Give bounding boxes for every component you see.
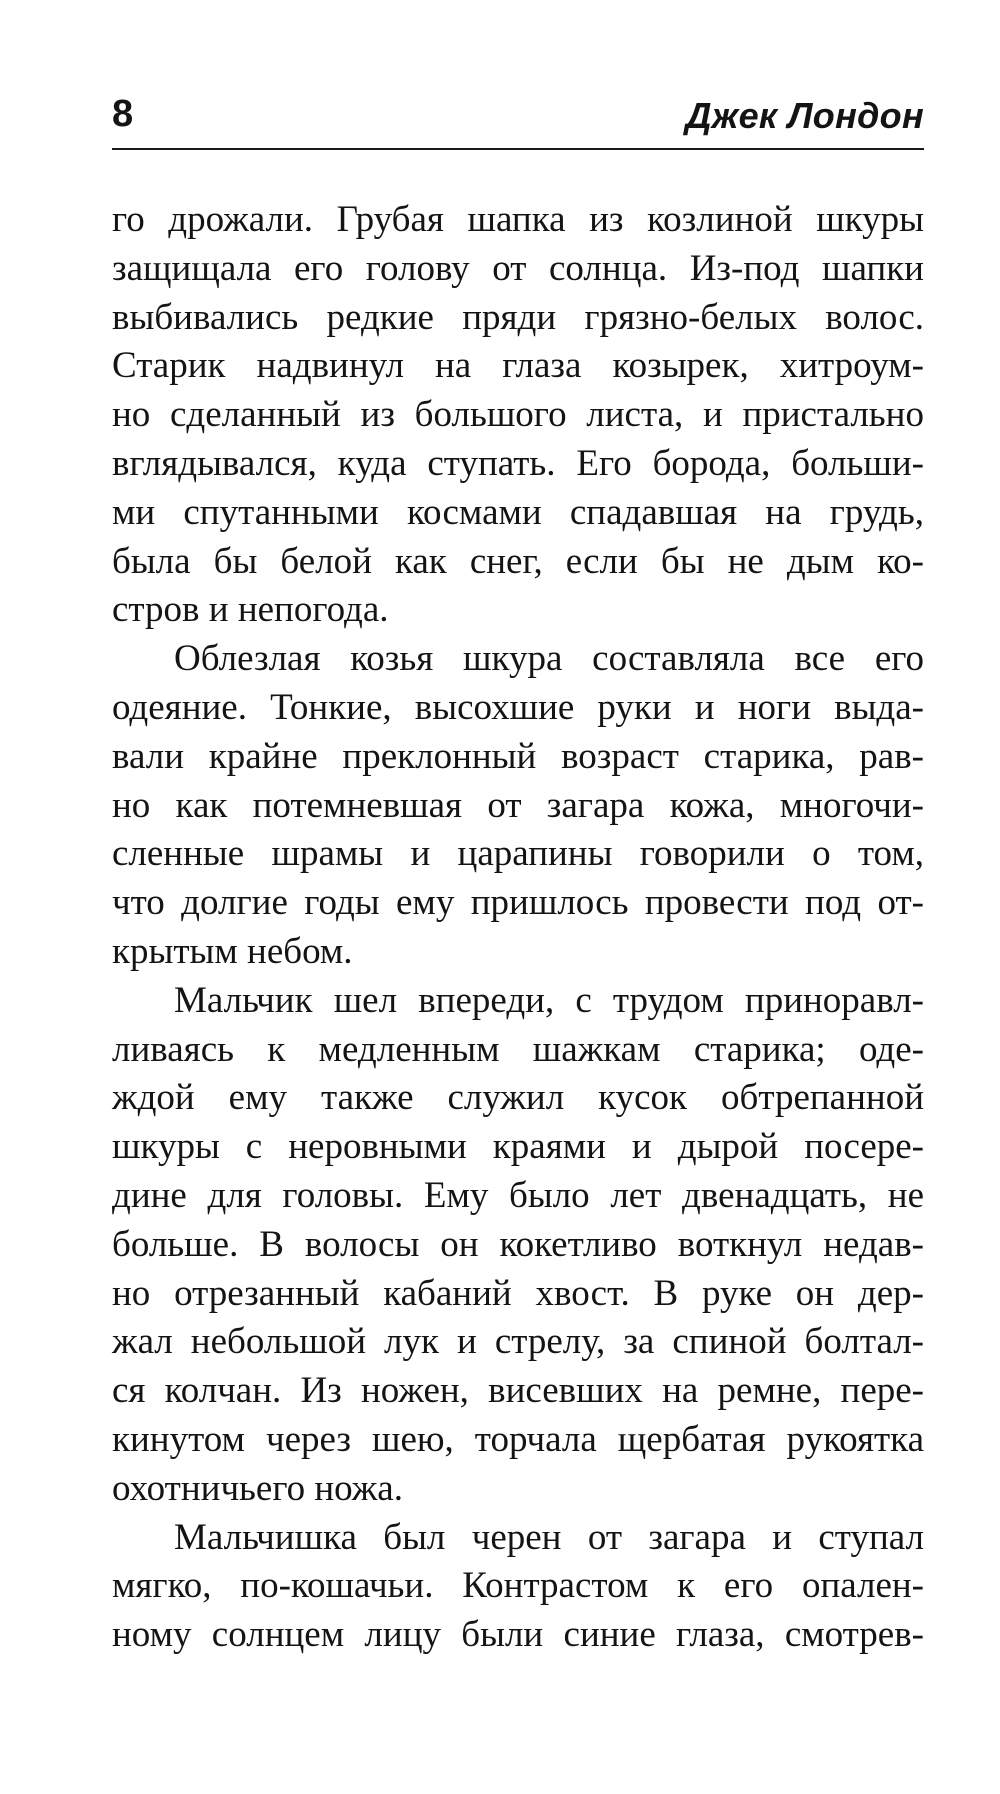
- text-line: ливаясь к медленным шажкам старика; оде-: [112, 1028, 924, 1070]
- text-line: стров и непогода.: [112, 589, 389, 631]
- text-line: защищала его голову от солнца. Из-под шапки: [112, 247, 924, 289]
- text-line: но отрезанный кабаний хвост. В руке он дер-: [112, 1272, 924, 1314]
- page-number: 8: [112, 93, 134, 135]
- page-header: [112, 92, 924, 152]
- text-line: ному солнцем лицу были синие глаза, смотрев-: [112, 1614, 924, 1656]
- text-line: вали крайне преклонный возраст старика, рав-: [112, 735, 924, 777]
- running-title-author: Джек Лондон: [685, 95, 924, 136]
- text-line: го дрожали. Грубая шапка из козлиной шкуры: [112, 199, 924, 240]
- text-line: дине для головы. Ему было лет двенадцать, не: [112, 1174, 924, 1216]
- text-line: охотничьего ножа.: [112, 1467, 403, 1509]
- text-line: мягко, по-кошачьи. Контрастом к его опален-: [112, 1565, 924, 1607]
- text-line: что долгие годы ему пришлось провести под от-: [112, 882, 924, 924]
- text-line: вглядывался, куда ступать. Его борода, больши-: [112, 442, 924, 484]
- text-line: кинутом через шею, торчала щербатая рукоятка: [112, 1418, 924, 1460]
- body-text: [112, 196, 924, 1660]
- header-rule: [112, 148, 924, 150]
- text-line: ми спутанными космами спадавшая на грудь,: [112, 491, 924, 533]
- text-line: но как потемневшая от загара кожа, многочи-: [112, 784, 924, 826]
- text-line: ся колчан. Из ножен, висевших на ремне, пере-: [112, 1370, 924, 1412]
- text-line: ждой ему также служил кусок обтрепанной: [112, 1077, 924, 1119]
- text-line: Мальчик шел впереди, с трудом приноравл-: [174, 979, 924, 1021]
- text-line: была бы белой как снег, если бы не дым ко-: [112, 540, 924, 582]
- text-line: Облезлая козья шкура составляла все его: [174, 638, 924, 680]
- text-line: сленные шрамы и царапины говорили о том,: [112, 833, 924, 875]
- text-line: жал небольшой лук и стрелу, за спиной болтал-: [112, 1321, 924, 1363]
- text-line: шкуры с неровными краями и дырой посере-: [112, 1126, 924, 1168]
- text-line: одеяние. Тонкие, высохшие руки и ноги выда-: [112, 686, 924, 728]
- text-line: Мальчишка был черен от загара и ступал: [174, 1516, 924, 1558]
- text-line: больше. В волосы он кокетливо воткнул недав-: [112, 1223, 924, 1265]
- text-line: выбивались редкие пряди грязно-белых волос.: [112, 296, 924, 338]
- text-line: Старик надвинул на глаза козырек, хитроум-: [112, 345, 924, 387]
- text-line: крытым небом.: [112, 930, 353, 972]
- text-line: но сделанный из большого листа, и пристально: [112, 394, 924, 436]
